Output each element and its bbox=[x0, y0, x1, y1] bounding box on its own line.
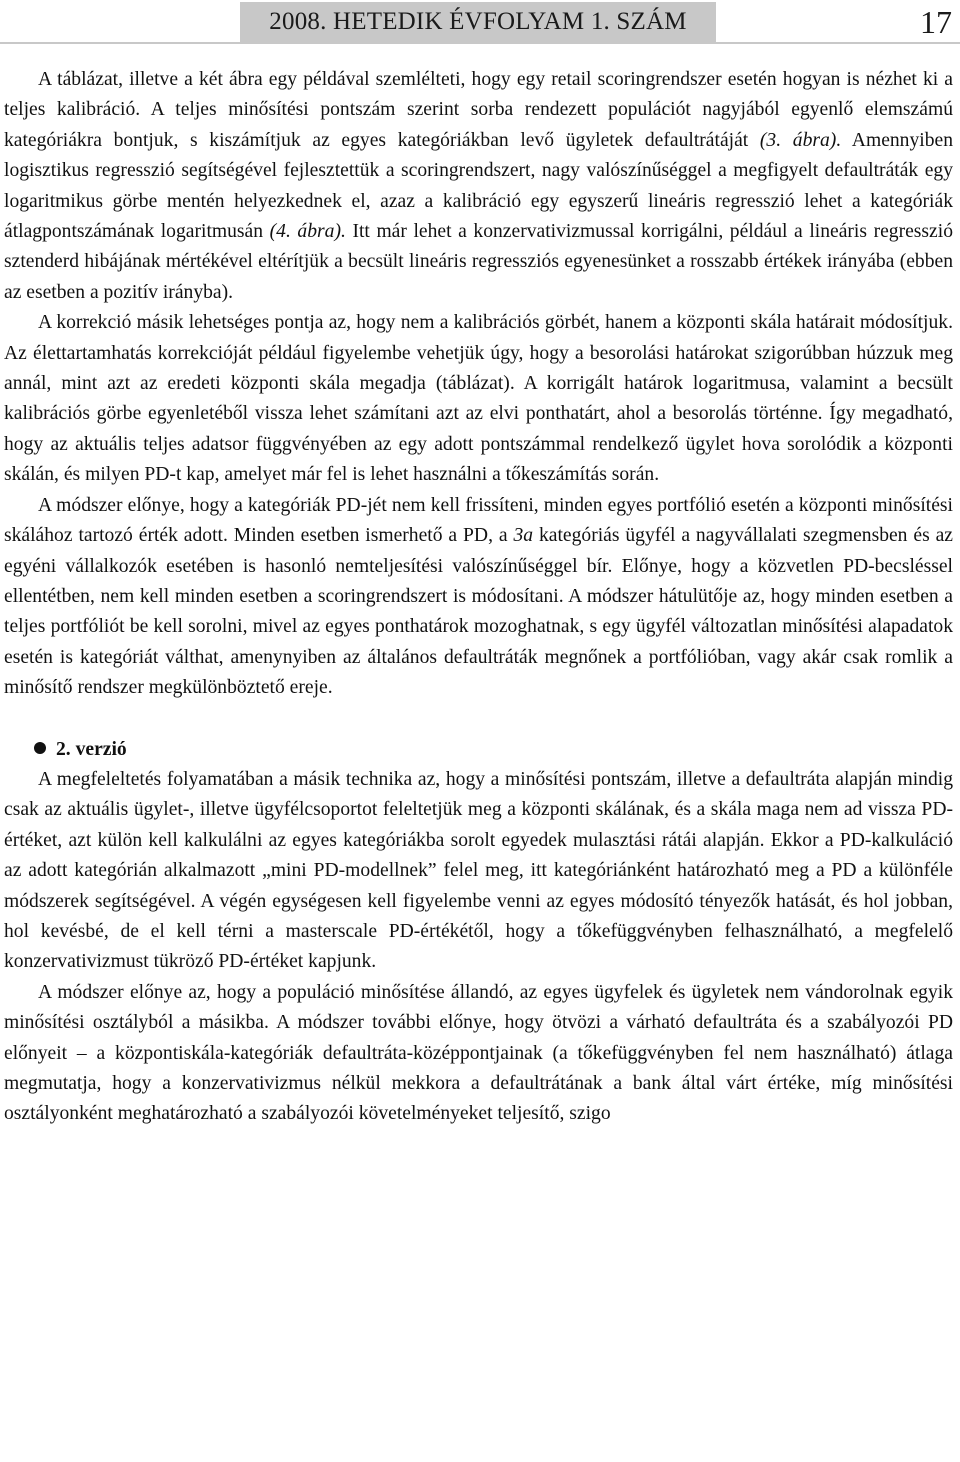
section-heading-text: 2. verzió bbox=[56, 738, 127, 760]
paragraph-version-2: A megfeleltetés folyamatában a másik technika az, hogy a minősítési pontszám, illetve a defaultráta alapján mindig csak az aktuális ügylet-, illetve ügyfélcsoportot feleltetjük meg a központi skálának, és a skála maga nem ad vissza PD-értéket, azt külön kell kalkulálni az egyes kategóriákba sorolt egyedek mulasztási rátái alapján. Ekkor a PD-kalkuláció az adott kategórián alkalmazott „mini PD-modellnek” felel meg, itt kategóriánként határozható meg a PD a különféle módszerek segítségével. A végén egységesen kell figyelembe venni az egyes módosító tényezők hatását, és hol jobban, hol kevésbé, de el kell térni a masterscale PD-értékétől, hogy a tőkefüggvényben felhasználható, a megfelelő konzervativizmust tükröző PD-értéket kapjunk. bbox=[4, 768, 953, 973]
paragraph-text: Itt már lehet a konzervativizmussal korrigálni, például a lineáris regresszió sztenderd hibájának mértékével eltérítjük a becsült lineáris regressziós egyenesünket a rosszabb értékek irányába (ebben az esetben a pozitív irányba). bbox=[4, 221, 953, 303]
paragraph-method-advantage bbox=[4, 491, 953, 704]
figure-reference: (3. ábra). bbox=[759, 129, 842, 151]
section-spacer bbox=[4, 704, 953, 735]
running-title: 2008. HETEDIK ÉVFOLYAM 1. SZÁM bbox=[269, 8, 687, 35]
header-rule bbox=[0, 42, 960, 44]
paragraph-version-2-advantage: A módszer előnye az, hogy a populáció minősítése állandó, az egyes ügyfelek és ügyletek nem vándorolnak egyik minősítési osztályból a másikba. A módszer további előnye, hogy ötvözi a várható defaultráta és a szabályozói PD előnyeit – a központiskála-kategóriák defaultráta-középpontjainak (a tőkefüggvényben fel nem használható) átlaga megmutatja, hogy a konzervativizmus nélkül mekkora a defaultrátának a bank által várt értéke, míg minősítési osztályonként meghatározható a szabályozói követelményeket teljesítő, szigo bbox=[4, 981, 953, 1125]
paragraph-text: Amennyiben logisztikus regresszió segítségével fejlesztettük a scoringrendszert, nagy valószínűséggel a megfigyelt defaultráták egy logaritmikus görbe mentén helyezkednek el, azaz a kalibráció egy egyszerű lineáris regresszió lehet a kategóriák átlagpontszámának logaritmusán bbox=[4, 129, 954, 243]
paragraph-text: A módszer előnye, hogy a kategóriák PD-jét nem kell frissíteni, minden egyes portfólió esetén a központi minősítési skálához tartozó érték adott. Minden esetben ismerhető a PD, a bbox=[4, 494, 953, 547]
page-number: 17 bbox=[920, 4, 952, 40]
article-body bbox=[4, 62, 953, 1130]
figure-reference: (4. ábra). bbox=[269, 221, 346, 243]
page-header bbox=[0, 0, 960, 46]
category-label: 3a bbox=[513, 525, 534, 547]
paragraph-text: A táblázat, illetve a két ábra egy példával szemlélteti, hogy egy retail scoringrendszer esetén hogyan is nézhet ki a teljes kalibráció. A teljes minősítési pontszám szerint sorba rendezett populációt nagyjából egyenlő elemszámú kategóriákra bontjuk, s kiszámítjuk az egyes kategóriákban levő ügyletek defaultrátáját bbox=[4, 69, 953, 151]
paragraph-correction: A korrekció másik lehetséges pontja az, hogy nem a kalibrációs görbét, hanem a központi skála határait módosítjuk. Az élettartamhatás korrekcióját például figyelembe vehetjük úgy, hogy a besorolási határokat szigorúbban húzzuk meg annál, mint azt az eredeti központi skála megadja (táblázat). A korrigált határok logaritmusa, valamint a becsült kalibrációs görbe egyenletéből vissza lehet számítani azt az elvi ponthatárt, ahol a besorolás történne. Így megadható, hogy az aktuális teljes adatsor függvényében az egy adott pontszámmal rendelkező ügylet hova sorolódik a központi skálán, és milyen PD-t kap, amelyet már fel is lehet használni a tőkeszámítás során. bbox=[4, 312, 953, 486]
paragraph-text: kategóriás ügyfél a nagyvállalati szegmensben és az egyéni vállalkozók esetében is hasonló nemteljesítési valószínűséggel bír. Előnye, hogy a közvetlen PD-becsléssel ellentétben, nem kell minden esetben a scoringrendszert is módosítani. A módszer hátulütője az, hogy minden esetben a teljes portfóliót be kell sorolni, mivel az egyes ponthatárok mozoghatnak, s egy ügyfél változatlan minősítési alapadatok esetén is kategóriát válthat, amenynyiben az általános defaultráták megnőnek a portfólióban, vagy akár csak romlik a minősítő rendszer megkülönböztető ereje. bbox=[4, 525, 953, 699]
paragraph-calibration-example bbox=[4, 65, 953, 308]
bullet-icon bbox=[34, 742, 46, 754]
section-heading bbox=[4, 735, 953, 765]
